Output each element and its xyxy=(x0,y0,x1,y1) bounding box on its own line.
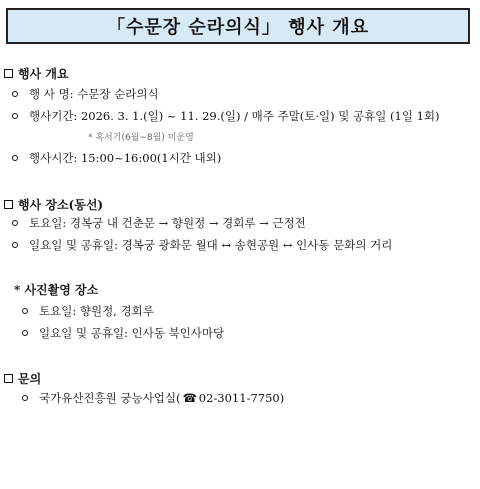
photo-item-sunday: 일요일 및 공휴일: 인사동 북인사마당 xyxy=(22,325,224,341)
contact-item xyxy=(22,390,284,406)
circle-bullet-icon xyxy=(22,395,28,401)
checkbox-square-icon xyxy=(4,374,13,383)
page-title: 「수문장 순라의식」 행사 개요 xyxy=(6,8,470,44)
section-overview-heading xyxy=(4,65,69,82)
section-overview-title: 행사 개요 xyxy=(18,67,69,81)
circle-bullet-icon xyxy=(22,330,28,336)
overview-item-period: 행사기간: 2026. 3. 1.(일) ~ 11. 29.(일) / 매주 주말(토·일) 및 공휴일 (1일 1회) xyxy=(12,108,440,124)
checkbox-square-icon xyxy=(4,200,13,209)
overview-item-time: 행사시간: 15:00~16:00(1시간 내외) xyxy=(12,150,221,166)
venue-item-saturday: 토요일: 경복궁 내 건춘문 → 향원정 → 경회루 → 근정전 xyxy=(12,215,306,231)
circle-bullet-icon xyxy=(12,155,18,161)
section-venue-title: 행사 장소(동선) xyxy=(18,198,104,212)
contact-org: 국가유산진흥원 궁능사업실( xyxy=(39,391,181,405)
phone-icon: ☎ xyxy=(182,391,197,405)
circle-bullet-icon xyxy=(12,242,18,248)
overview-item-name: 행 사 명: 수문장 순라의식 xyxy=(12,86,159,102)
circle-bullet-icon xyxy=(22,308,28,314)
section-contact-title: 문의 xyxy=(18,372,42,386)
contact-phone: 02-3011-7750) xyxy=(198,391,285,405)
checkbox-square-icon xyxy=(4,69,13,78)
section-contact-heading xyxy=(4,370,41,387)
photo-spot-heading: * 사진촬영 장소 xyxy=(14,283,99,297)
venue-item-sunday: 일요일 및 공휴일: 경복궁 광화문 월대 ↔ 송현공원 ↔ 인사동 문화의 거리 xyxy=(12,237,392,253)
overview-note: * 혹서기(6월~8월) 미운영 xyxy=(88,133,194,143)
circle-bullet-icon xyxy=(12,220,18,226)
circle-bullet-icon xyxy=(12,91,18,97)
section-venue-heading xyxy=(4,196,103,213)
circle-bullet-icon xyxy=(12,113,18,119)
photo-item-saturday: 토요일: 향원정, 경회루 xyxy=(22,303,154,319)
